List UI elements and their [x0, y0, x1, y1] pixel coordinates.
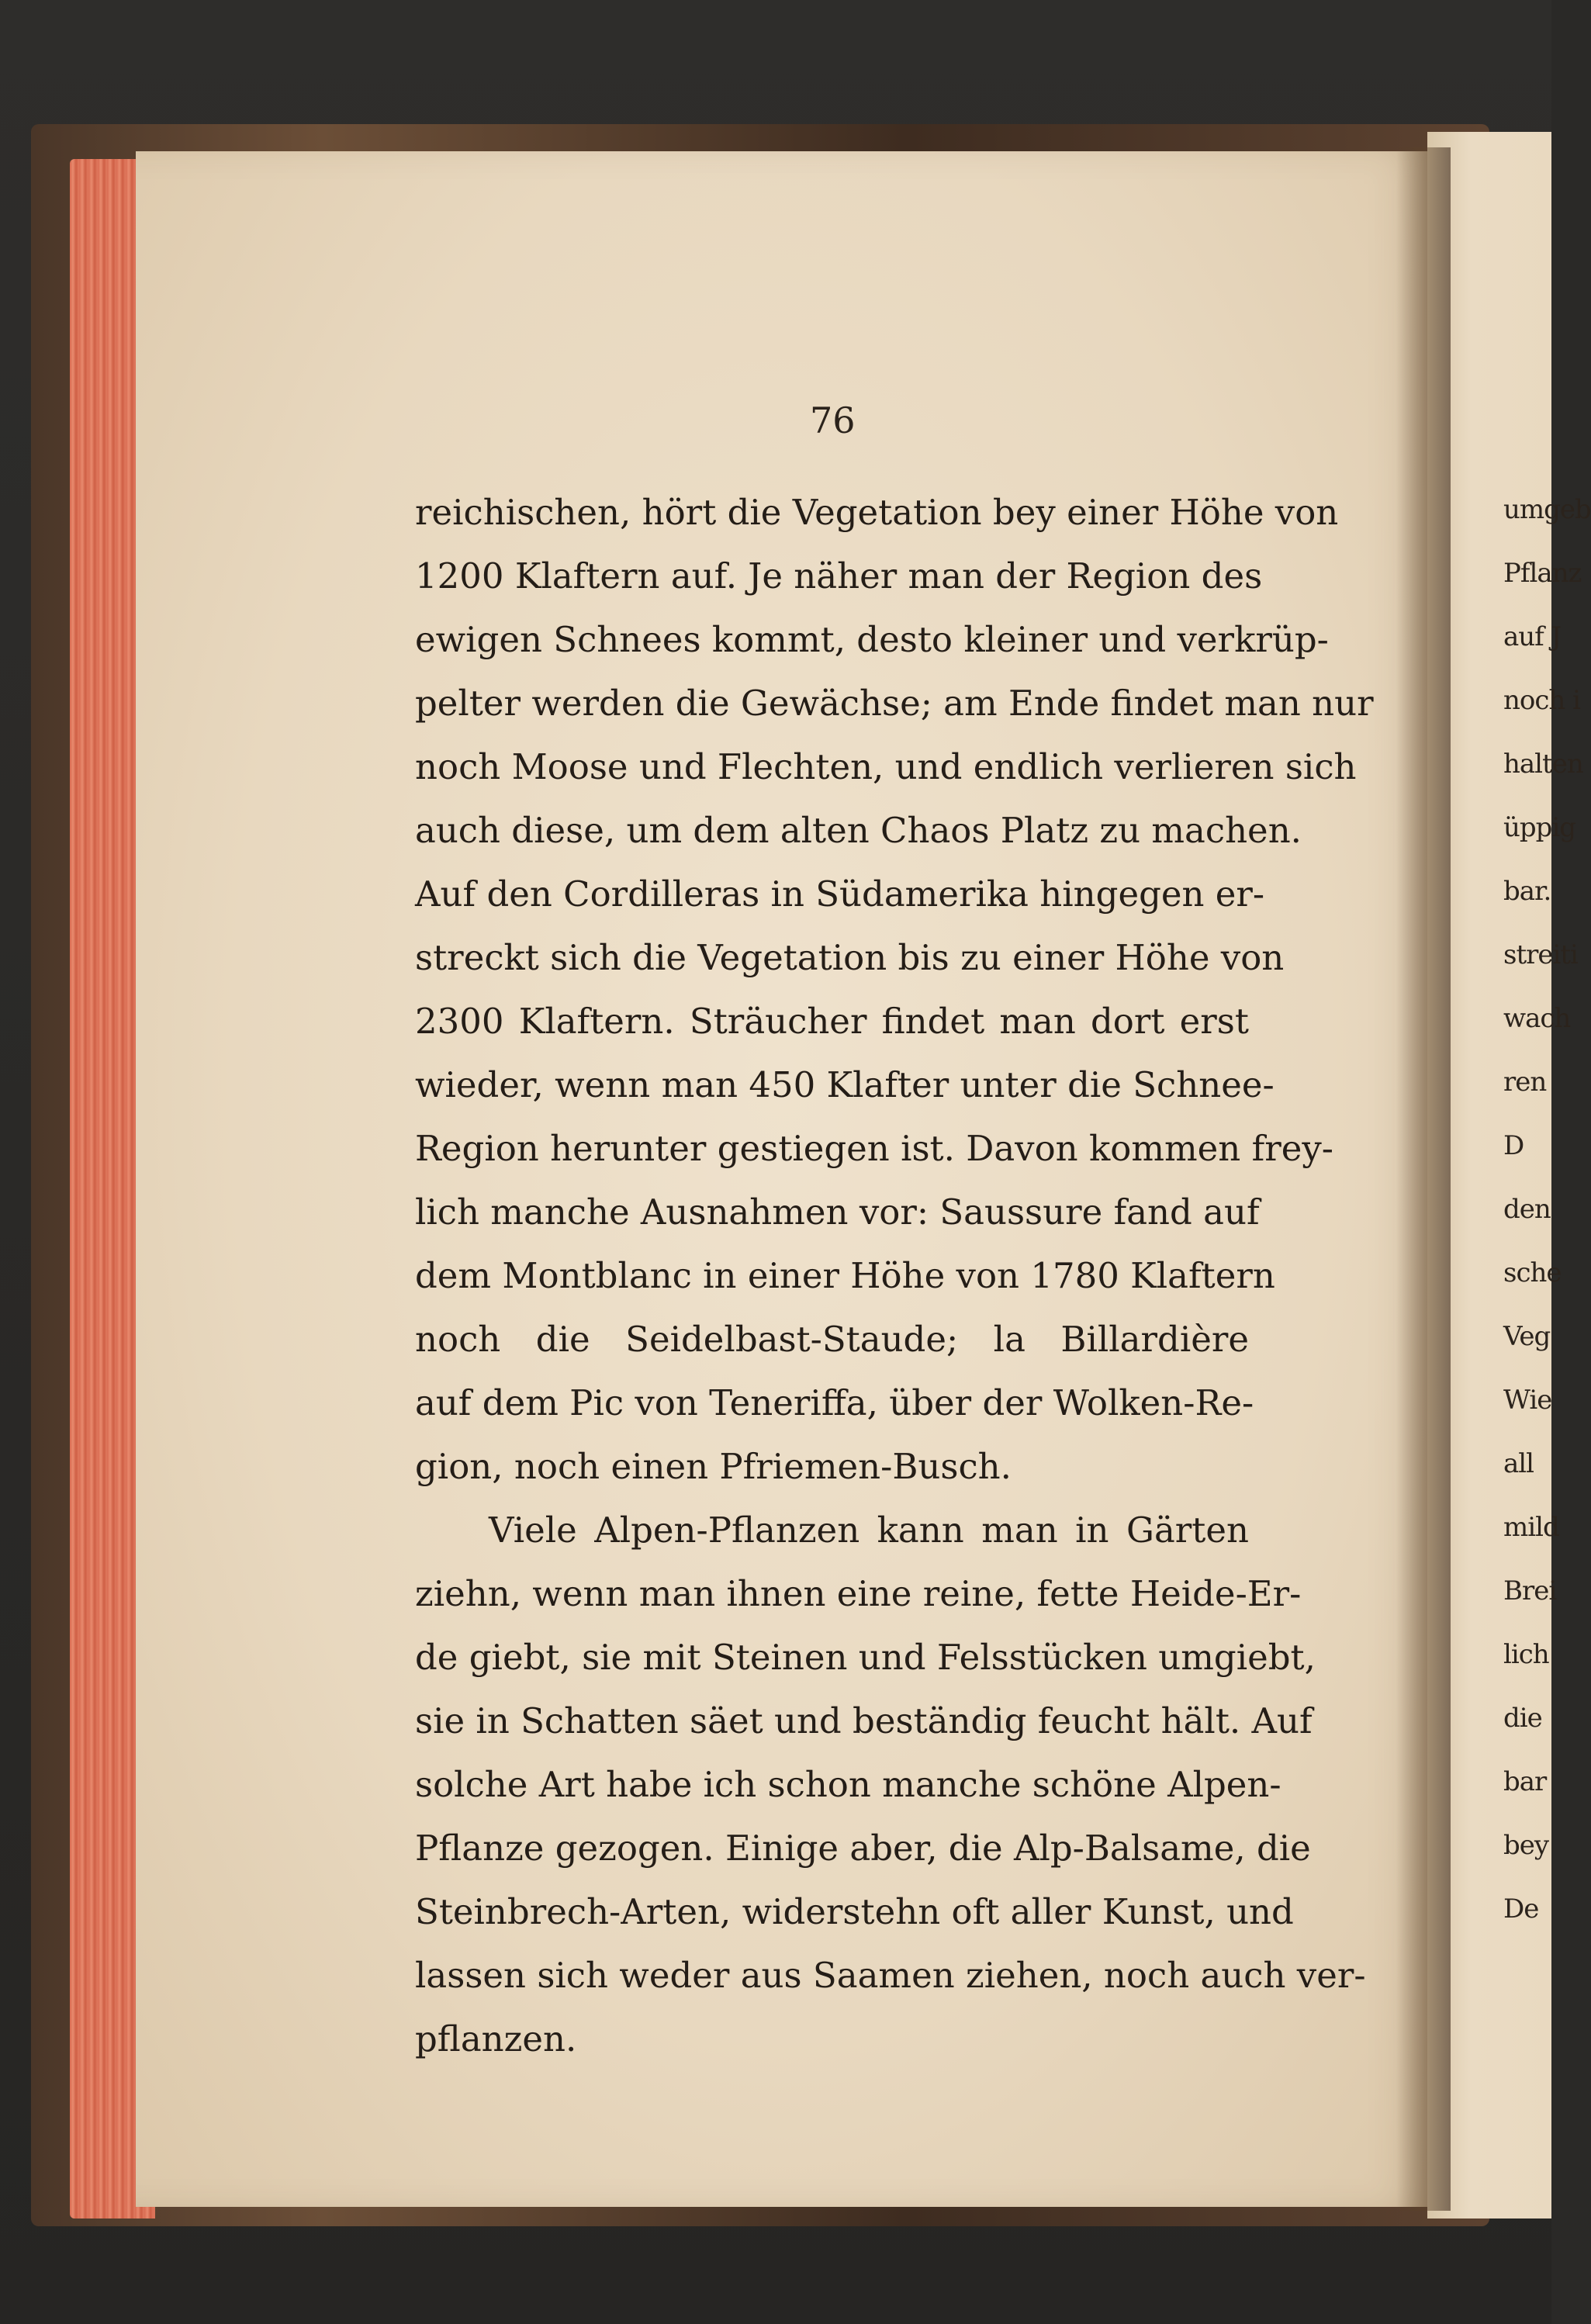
text-line: noch Moose und Flechten, und endlich verlieren sich: [415, 746, 1357, 787]
text-line: Pflanze gezogen. Einige aber, die Alp-Balsame, die: [415, 1828, 1311, 1869]
facing-page-fragment: all: [1503, 1448, 1534, 1479]
facing-page-fragment: umgeb: [1503, 494, 1591, 525]
facing-page-fragment: Veg: [1503, 1321, 1551, 1352]
facing-page-fragment: wach: [1503, 1003, 1571, 1034]
text-line: lassen sich weder aus Saamen ziehen, noch auch ver-: [415, 1955, 1366, 1996]
facing-page-fragment: üppig: [1503, 812, 1576, 843]
text-line: auf dem Pic von Teneriffa, über der Wolken-Re-: [415, 1382, 1254, 1423]
facing-page-fragment: lich: [1503, 1639, 1549, 1670]
text-line: reichischen, hört die Vegetation bey einer Höhe von: [415, 492, 1339, 533]
facing-page-fragment: ren: [1503, 1067, 1547, 1098]
text-line: dem Montblanc in einer Höhe von 1780 Klaftern: [415, 1255, 1275, 1296]
text-line: pflanzen.: [415, 2018, 577, 2059]
facing-page-fragment: noch i: [1503, 685, 1580, 716]
facing-page-fragment: Wie: [1503, 1385, 1552, 1416]
gutter-shadow: [1396, 147, 1451, 2211]
text-line: noch die Seidelbast-Staude; la Billardière: [415, 1319, 1249, 1360]
facing-page-fragment: halten: [1503, 749, 1583, 780]
text-line: Viele Alpen-Pflanzen kann man in Gärten: [489, 1510, 1249, 1551]
facing-page-fragment: bar: [1503, 1766, 1547, 1797]
text-line: streckt sich die Vegetation bis zu einer Höhe von: [415, 937, 1285, 978]
text-line: Steinbrech-Arten, widerstehn oft aller Kunst, und: [415, 1891, 1294, 1932]
facing-page-fragment: mild: [1503, 1512, 1559, 1543]
text-line: sie in Schatten säet und beständig feucht hält. Auf: [415, 1700, 1313, 1741]
facing-page-fragment: sche: [1503, 1257, 1562, 1288]
text-line: lich manche Ausnahmen vor: Saussure fand auf: [415, 1191, 1260, 1233]
page-text: [415, 481, 1374, 2071]
text-line: 1200 Klaftern auf. Je näher man der Region des: [415, 555, 1263, 597]
text-line: de giebt, sie mit Steinen und Felsstücken umgiebt,: [415, 1637, 1316, 1678]
facing-page-fragment: bar.: [1503, 876, 1551, 907]
text-line: auch diese, um dem alten Chaos Platz zu machen.: [415, 810, 1302, 851]
page-number: 76: [810, 399, 856, 441]
facing-page-fragment: streiti: [1503, 939, 1578, 970]
facing-page-fragment: Brei: [1503, 1575, 1557, 1606]
facing-page-text: [1503, 494, 1591, 1959]
text-line: wieder, wenn man 450 Klafter unter die Schnee-: [415, 1064, 1275, 1105]
text-line: ewigen Schnees kommt, desto kleiner und verkrüp-: [415, 619, 1329, 660]
text-line: pelter werden die Gewächse; am Ende findet man nur: [415, 683, 1374, 724]
facing-page-fragment: auf J: [1503, 621, 1562, 652]
text-line: solche Art habe ich schon manche schöne Alpen-: [415, 1764, 1281, 1805]
facing-page-fragment: D: [1503, 1130, 1524, 1161]
text-line: Region herunter gestiegen ist. Davon kommen frey-: [415, 1128, 1333, 1169]
facing-page-fragment: Pflanz: [1503, 558, 1582, 589]
facing-page-fragment: die: [1503, 1703, 1542, 1734]
text-line: gion, noch einen Pfriemen-Busch.: [415, 1446, 1012, 1487]
facing-page-fragment: bey: [1503, 1830, 1549, 1861]
text-line: 2300 Klaftern. Sträucher findet man dort erst: [415, 1001, 1249, 1042]
text-line: ziehn, wenn man ihnen eine reine, fette Heide-Er-: [415, 1573, 1302, 1614]
facing-page-fragment: den: [1503, 1194, 1551, 1225]
facing-page-fragment: De: [1503, 1893, 1539, 1925]
text-line: Auf den Cordilleras in Südamerika hingegen er-: [415, 873, 1265, 915]
